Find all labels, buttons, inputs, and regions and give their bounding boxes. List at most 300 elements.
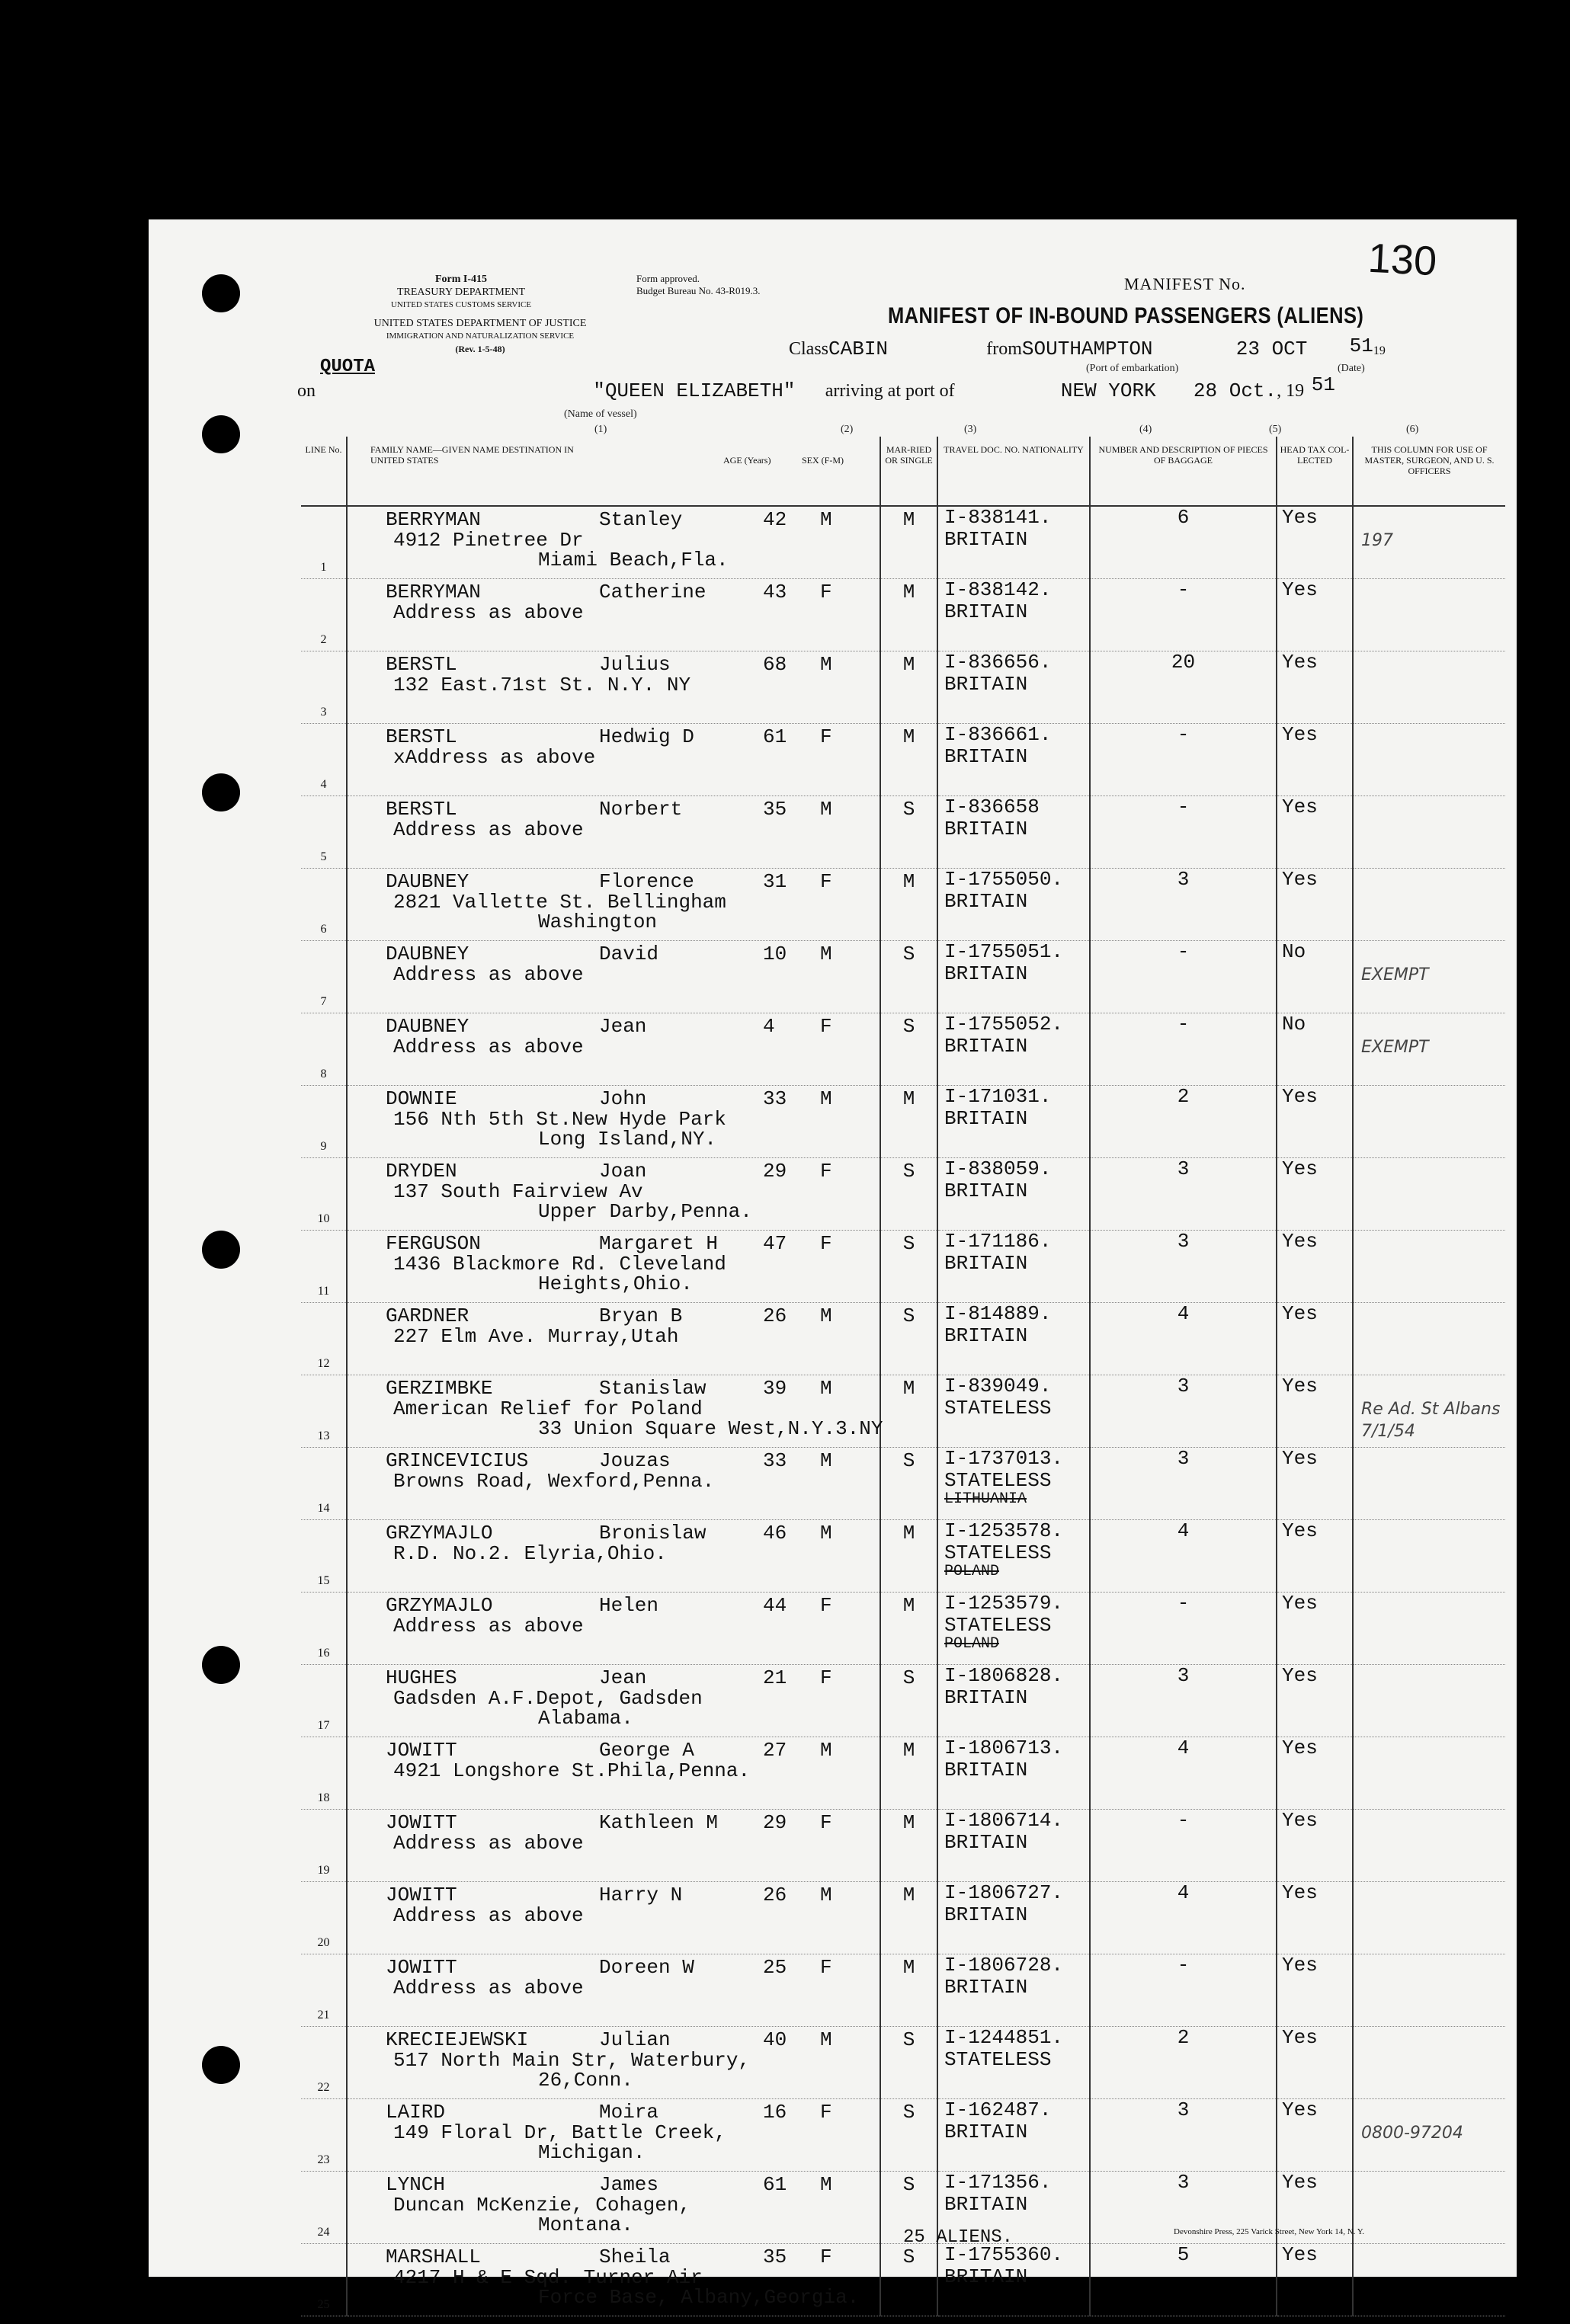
family-name: GRZYMAJLO (386, 1522, 493, 1545)
name-wrap (348, 1810, 880, 1879)
sex: M (820, 1884, 832, 1906)
table-row (301, 1013, 1505, 1086)
name-wrap (348, 869, 880, 938)
nationality: BRITAIN (944, 1976, 1028, 1999)
marital-status: M (880, 579, 937, 651)
passenger-name-cell (347, 1810, 880, 1882)
baggage-count: 20 (1090, 651, 1277, 724)
age: 44 (763, 1594, 787, 1617)
age: 26 (763, 1884, 787, 1906)
marital-status: M (880, 1954, 937, 2027)
given-name: Stanislaw (599, 1377, 706, 1400)
sex: M (820, 2028, 832, 2051)
age: 33 (763, 1087, 787, 1110)
officer-note (1354, 1158, 1505, 1181)
marital-status: S (880, 2099, 937, 2172)
table-row (301, 1520, 1505, 1593)
marital-status: M (880, 1593, 937, 1665)
name-wrap (348, 724, 880, 793)
embark-date: 23 OCT (1235, 338, 1308, 360)
officer-note-cell (1353, 1737, 1505, 1810)
travel-doc-cell (937, 2099, 1090, 2172)
address-line-2: Miami Beach,Fla. (538, 549, 729, 571)
embark-year: 51 (1349, 335, 1373, 357)
address-line-2: 26,Conn. (538, 2069, 633, 2092)
sex: F (820, 1666, 832, 1689)
header-age: AGE (Years) (723, 455, 771, 466)
passenger-table (301, 437, 1505, 2316)
address-line-1: 149 Floral Dr, Battle Creek, (393, 2121, 726, 2144)
head-tax: Yes (1277, 869, 1353, 941)
baggage-count: 3 (1090, 2099, 1277, 2172)
struck-nationality: POLAND (944, 1635, 1000, 1653)
baggage-count: 6 (1090, 506, 1277, 579)
line-number: 19 (301, 1810, 347, 1882)
head-tax: Yes (1277, 1882, 1353, 1954)
struck-nationality: LITHUANIA (944, 1490, 1027, 1508)
table-row (301, 506, 1505, 579)
address-line-1: Address as above (393, 1904, 584, 1927)
head-tax: Yes (1277, 2099, 1353, 2172)
line-number: 2 (301, 579, 347, 651)
travel-doc-number: I-814889. (944, 1302, 1052, 1325)
address-line-2: Alabama. (538, 1707, 633, 1730)
class-value: CABIN (828, 338, 889, 360)
passenger-name-cell (347, 1086, 880, 1158)
head-tax: Yes (1277, 1520, 1353, 1593)
travel-doc-number: I-1806713. (944, 1737, 1064, 1759)
baggage-count: 3 (1090, 1665, 1277, 1737)
given-name: Bronislaw (599, 1522, 706, 1545)
passenger-name-cell (347, 1520, 880, 1593)
travel-doc-number: I-836656. (944, 651, 1052, 674)
address-line-1: Address as above (393, 963, 584, 986)
line-number: 1 (301, 506, 347, 579)
nationality: BRITAIN (944, 1903, 1028, 1926)
given-name: Catherine (599, 581, 706, 603)
officer-note-cell (1353, 869, 1505, 941)
name-wrap (348, 651, 880, 721)
binder-hole (202, 2046, 240, 2084)
binder-hole (202, 415, 240, 453)
head-tax: Yes (1277, 506, 1353, 579)
sex: F (820, 1956, 832, 1979)
marital-status: S (880, 941, 937, 1013)
table-row (301, 1810, 1505, 1882)
form-number: Form I-415 (434, 274, 488, 285)
baggage-count: - (1090, 796, 1277, 869)
nationality: STATELESS (944, 2048, 1052, 2071)
officer-note-cell (1353, 1954, 1505, 2027)
address-line-1: 227 Elm Ave. Murray,Utah (393, 1325, 679, 1348)
line-number: 6 (301, 869, 347, 941)
passenger-name-cell (347, 869, 880, 941)
passenger-name-cell (347, 796, 880, 869)
given-name: James (599, 2173, 659, 2196)
nationality: BRITAIN (944, 673, 1028, 696)
binder-hole (202, 1231, 240, 1269)
family-name: GERZIMBKE (386, 1377, 493, 1400)
travel-doc-cell (937, 2027, 1090, 2099)
table-row (301, 1158, 1505, 1231)
travel-doc-cell (937, 869, 1090, 941)
marital-status: S (880, 2244, 937, 2316)
address-line-1: Browns Road, Wexford,Penna. (393, 1470, 715, 1493)
header-name (347, 437, 880, 506)
nationality: BRITAIN (944, 745, 1028, 768)
sex: M (820, 1739, 832, 1762)
travel-doc-number: I-162487. (944, 2098, 1052, 2121)
passenger-name-cell (347, 1013, 880, 1086)
age: 43 (763, 581, 787, 603)
officer-note: 197 (1361, 531, 1393, 550)
arrival-date: 28 Oct. (1193, 379, 1277, 402)
officer-note-cell (1353, 1448, 1505, 1520)
travel-doc-cell (937, 2244, 1090, 2316)
table-row (301, 1375, 1505, 1448)
head-tax: Yes (1277, 1086, 1353, 1158)
baggage-count: - (1090, 1810, 1277, 1882)
marital-status: M (880, 506, 937, 579)
head-tax: Yes (1277, 724, 1353, 796)
passenger-name-cell (347, 1593, 880, 1665)
baggage-count: - (1090, 579, 1277, 651)
family-name: MARSHALL (386, 2246, 481, 2268)
sex: M (820, 1449, 832, 1472)
sex: M (820, 1522, 832, 1545)
col-number-2: (2) (841, 424, 854, 435)
line-number: 21 (301, 1954, 347, 2027)
baggage-count: 3 (1090, 1375, 1277, 1448)
officer-note (1354, 1882, 1505, 1905)
age: 25 (763, 1956, 787, 1979)
nationality: BRITAIN (944, 1686, 1028, 1709)
table-row (301, 869, 1505, 941)
marital-status: M (880, 869, 937, 941)
passenger-name-cell (347, 1665, 880, 1737)
officer-note (1354, 1520, 1505, 1543)
baggage-count: - (1090, 941, 1277, 1013)
family-name: LAIRD (386, 2101, 446, 2124)
family-name: DAUBNEY (386, 870, 469, 893)
marital-status: S (880, 2027, 937, 2099)
age: 29 (763, 1811, 787, 1834)
marital-status: M (880, 1086, 937, 1158)
approval-text: Form approved. (636, 273, 700, 284)
table-row (301, 2099, 1505, 2172)
manifest-title: MANIFEST OF IN-BOUND PASSENGERS (ALIENS) (888, 303, 1364, 328)
head-tax: Yes (1277, 1737, 1353, 1810)
table-row (301, 796, 1505, 869)
sex: F (820, 1594, 832, 1617)
passenger-name-cell (347, 2172, 880, 2244)
travel-doc-number: I-1755051. (944, 940, 1064, 963)
binder-hole (202, 1646, 240, 1684)
officer-note-cell (1353, 941, 1505, 1013)
travel-doc-cell (937, 1375, 1090, 1448)
officer-note-cell (1353, 1882, 1505, 1954)
given-name: Joan (599, 1160, 647, 1183)
given-name: Stanley (599, 508, 683, 531)
travel-doc-number: I-1253579. (944, 1592, 1064, 1615)
class-line (789, 335, 1386, 360)
sex: M (820, 508, 832, 531)
nationality: BRITAIN (944, 890, 1028, 913)
nationality: BRITAIN (944, 1324, 1028, 1347)
line-number: 12 (301, 1303, 347, 1375)
line-number: 25 (301, 2244, 347, 2316)
family-name: GARDNER (386, 1304, 469, 1327)
on-label: on (297, 381, 316, 401)
family-name: JOWITT (386, 1956, 457, 1979)
sex: F (820, 725, 832, 748)
address-line-2: Michigan. (538, 2141, 646, 2164)
address-line-2: Long Island,NY. (538, 1128, 717, 1151)
baggage-count: 4 (1090, 1882, 1277, 1954)
baggage-count: 4 (1090, 1520, 1277, 1593)
address-line-1: 156 Nth 5th St.New Hyde Park (393, 1108, 726, 1131)
officer-note-cell (1353, 1520, 1505, 1593)
travel-doc-number: I-1806727. (944, 1881, 1064, 1904)
sex: M (820, 1304, 832, 1327)
age: 26 (763, 1304, 787, 1327)
name-wrap (348, 1882, 880, 1951)
table-row (301, 1303, 1505, 1375)
table-row (301, 1954, 1505, 2027)
marital-status: S (880, 1013, 937, 1086)
given-name: Jouzas (599, 1449, 671, 1472)
name-wrap (348, 2027, 880, 2096)
sex: M (820, 2173, 832, 2196)
baggage-count: 2 (1090, 1086, 1277, 1158)
nationality: BRITAIN (944, 1831, 1028, 1854)
binder-hole (202, 773, 240, 811)
family-name: JOWITT (386, 1739, 457, 1762)
age: 35 (763, 798, 787, 821)
age: 35 (763, 2246, 787, 2268)
head-tax: Yes (1277, 1810, 1353, 1882)
struck-nationality: POLAND (944, 1563, 1000, 1580)
officer-note (1354, 651, 1505, 674)
officer-note: Re Ad. St Albans 7/1/54 (1361, 1400, 1501, 1441)
sex: F (820, 2246, 832, 2268)
nationality: BRITAIN (944, 1180, 1028, 1202)
family-name: BERSTL (386, 725, 457, 748)
passenger-name-cell (347, 2099, 880, 2172)
travel-doc-cell (937, 1448, 1090, 1520)
officer-note-cell (1353, 796, 1505, 869)
given-name: Helen (599, 1594, 659, 1617)
col-number-6: (6) (1406, 424, 1419, 435)
officer-note (1354, 796, 1505, 819)
officer-note-cell (1353, 1086, 1505, 1158)
age: 61 (763, 725, 787, 748)
officer-note-cell (1353, 651, 1505, 724)
travel-doc-cell (937, 651, 1090, 724)
given-name: Jean (599, 1666, 647, 1689)
baggage-count: 3 (1090, 2172, 1277, 2244)
address-line-1: Gadsden A.F.Depot, Gadsden (393, 1687, 703, 1710)
given-name: George A (599, 1739, 694, 1762)
port-embark-caption: (Port of embarkation) (1086, 363, 1179, 374)
passenger-name-cell (347, 651, 880, 724)
officer-note-cell (1353, 1665, 1505, 1737)
table-row (301, 1737, 1505, 1810)
header-name-text: FAMILY NAME—GIVEN NAME DESTINATION IN UNITED STATES (370, 444, 574, 466)
from-value: SOUTHAMPTON (1021, 338, 1153, 360)
ins-text: IMMIGRATION AND NATURALIZATION SERVICE (386, 331, 575, 341)
sex: M (820, 1087, 832, 1110)
officer-note-cell (1353, 2099, 1505, 2172)
given-name: Bryan B (599, 1304, 683, 1327)
name-wrap (348, 1375, 883, 1445)
name-wrap (348, 2172, 880, 2241)
line-number: 11 (301, 1231, 347, 1303)
travel-doc-cell (937, 1737, 1090, 1810)
passenger-name-cell (347, 579, 880, 651)
customs-service: UNITED STATES CUSTOMS SERVICE (390, 300, 532, 309)
manifest-no-label: MANIFEST No. (1124, 274, 1246, 293)
header-tax: HEAD TAX COL-LECTED (1277, 437, 1353, 506)
table-row (301, 2244, 1505, 2316)
address-line-2: Heights,Ohio. (538, 1272, 693, 1295)
sex: M (820, 1377, 832, 1400)
officer-note (1354, 1231, 1505, 1253)
baggage-count: 4 (1090, 1737, 1277, 1810)
line-number: 23 (301, 2099, 347, 2172)
nationality: BRITAIN (944, 1759, 1028, 1781)
vessel-caption: (Name of vessel) (564, 408, 637, 420)
marital-status: M (880, 1810, 937, 1882)
arrival-year: 51 (1311, 373, 1335, 396)
officer-note-cell (1353, 724, 1505, 796)
address-line-2: Upper Darby,Penna. (538, 1200, 752, 1223)
name-wrap (348, 2244, 880, 2313)
rev-text: (Rev. 1-5-48) (455, 344, 505, 354)
officer-note (1354, 1737, 1505, 1760)
address-line-1: 4921 Longshore St.Phila,Penna. (393, 1759, 751, 1782)
travel-doc-number: I-838142. (944, 578, 1052, 601)
line-number: 15 (301, 1520, 347, 1593)
age: 29 (763, 1160, 787, 1183)
age: 40 (763, 2028, 787, 2051)
travel-doc-number: I-171356. (944, 2171, 1052, 2194)
family-name: HUGHES (386, 1666, 457, 1689)
officer-note: EXEMPT (1361, 965, 1429, 984)
sex: M (820, 653, 832, 676)
age: 16 (763, 2101, 787, 2124)
officer-note (1354, 1665, 1505, 1688)
nationality: BRITAIN (944, 528, 1028, 551)
officer-note-cell (1353, 579, 1505, 651)
table-row (301, 1593, 1505, 1665)
marital-status: S (880, 2172, 937, 2244)
nationality: BRITAIN (944, 2193, 1028, 2216)
line-number: 4 (301, 724, 347, 796)
address-line-1: Address as above (393, 1977, 584, 1999)
corner-page-number: 130 (1367, 235, 1438, 285)
table-row (301, 1665, 1505, 1737)
baggage-count: 3 (1090, 1448, 1277, 1520)
head-tax: Yes (1277, 2027, 1353, 2099)
age: 68 (763, 653, 787, 676)
officer-note-cell (1353, 1158, 1505, 1231)
line-number: 3 (301, 651, 347, 724)
travel-doc-cell (937, 1013, 1090, 1086)
passenger-name-cell (347, 724, 880, 796)
doj-text: UNITED STATES DEPARTMENT OF JUSTICE (373, 318, 587, 329)
passenger-name-cell (347, 2244, 880, 2316)
header-baggage: NUMBER AND DESCRIPTION OF PIECES OF BAGGAGE (1090, 437, 1277, 506)
address-line-1: 4912 Pinetree Dr (393, 529, 584, 552)
line-number: 9 (301, 1086, 347, 1158)
given-name: Hedwig D (599, 725, 694, 748)
name-wrap (348, 1520, 880, 1589)
passenger-name-cell (347, 1448, 880, 1520)
budget-text: Budget Bureau No. 43-R019.3. (636, 285, 761, 296)
passenger-name-cell (347, 1231, 880, 1303)
name-wrap (348, 1158, 880, 1228)
travel-doc-cell (937, 1231, 1090, 1303)
arrival-19: , 19 (1277, 381, 1305, 401)
given-name: Kathleen M (599, 1811, 719, 1834)
name-wrap (348, 1737, 880, 1807)
travel-doc-number: I-1737013. (944, 1447, 1064, 1470)
family-name: BERRYMAN (386, 508, 481, 531)
address-line-1: Address as above (393, 601, 584, 624)
given-name: Sheila (599, 2246, 671, 2268)
travel-doc-cell (937, 506, 1090, 579)
travel-doc-cell (937, 1665, 1090, 1737)
marital-status: S (880, 1303, 937, 1375)
nationality: BRITAIN (944, 600, 1028, 623)
baggage-count: 2 (1090, 2027, 1277, 2099)
officer-note (1354, 1954, 1505, 1977)
table-row (301, 1882, 1505, 1954)
embark-19: 19 (1373, 344, 1386, 357)
address-line-1: 4217 H & E Sqd. Turner Air (393, 2266, 703, 2289)
name-wrap (348, 1665, 880, 1734)
table-row (301, 1086, 1505, 1158)
baggage-count: 3 (1090, 869, 1277, 941)
family-name: BERSTL (386, 653, 457, 676)
baggage-count: 4 (1090, 1303, 1277, 1375)
table-row (301, 2027, 1505, 2099)
header-doc: TRAVEL DOC. NO. NATIONALITY (937, 437, 1090, 506)
manifest-page (149, 219, 1517, 2311)
officer-note (1354, 1303, 1505, 1326)
sex: M (820, 943, 832, 965)
travel-doc-number: I-1806828. (944, 1664, 1064, 1687)
nationality: BRITAIN (944, 2121, 1028, 2143)
nationality: BRITAIN (944, 1252, 1028, 1275)
family-name: DAUBNEY (386, 943, 469, 965)
officer-note-cell (1353, 1013, 1505, 1086)
family-name: DAUBNEY (386, 1015, 469, 1038)
travel-doc-number: I-836658 (944, 795, 1040, 818)
header-married: MAR-RIED OR SINGLE (880, 437, 937, 506)
baggage-count: 3 (1090, 1231, 1277, 1303)
officer-note (1354, 2027, 1505, 2050)
marital-status: M (880, 1520, 937, 1593)
vessel-name: "QUEEN ELIZABETH" (593, 379, 796, 402)
table-row (301, 1448, 1505, 1520)
sex: F (820, 1015, 832, 1038)
passenger-name-cell (347, 1158, 880, 1231)
baggage-count: 3 (1090, 1158, 1277, 1231)
head-tax: Yes (1277, 1665, 1353, 1737)
head-tax: Yes (1277, 1954, 1353, 2027)
